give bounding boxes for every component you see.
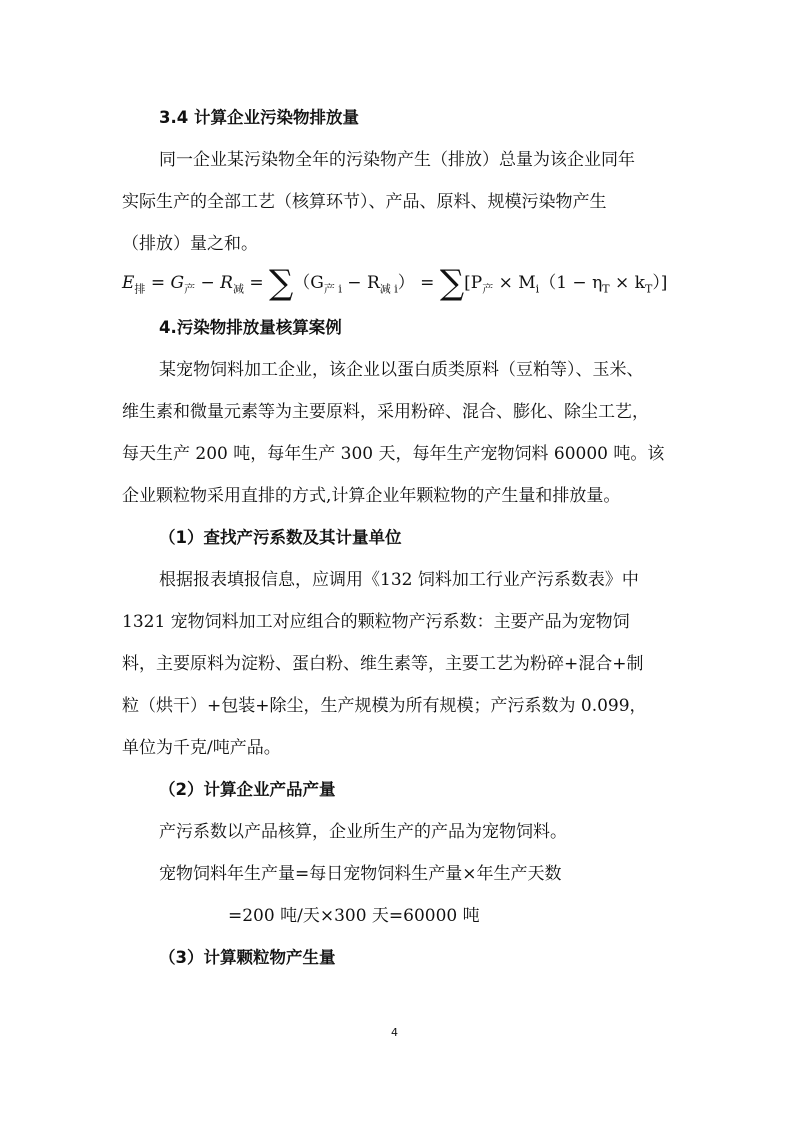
- formula-part: ）: [397, 273, 415, 293]
- formula-sub: 减 i: [379, 282, 398, 296]
- formula-part: =: [145, 273, 171, 293]
- formula-sub: i: [535, 282, 540, 296]
- formula-sub: 产 i: [323, 282, 342, 296]
- formula-sub: T: [644, 282, 653, 296]
- formula-sub: 产: [482, 282, 494, 296]
- formula-sub: 排: [134, 282, 146, 296]
- formula-part: E: [122, 273, 135, 293]
- formula-part: =: [414, 273, 440, 293]
- paragraph-line: 实际生产的全部工艺（核算环节）、产品、原料、规模污染物产生: [122, 192, 607, 212]
- paragraph-line: 粒（烘干）+包装+除尘，生产规模为所有规模；产污系数为 0.099，: [122, 696, 647, 716]
- sigma-symbol: ∑: [439, 263, 465, 303]
- formula-part: × M: [493, 273, 536, 293]
- formula-part: − R: [341, 273, 380, 293]
- paragraph-line: 同一企业某污染物全年的污染物产生（排放）总量为该企业同年: [159, 150, 635, 170]
- formula-part: × k: [609, 273, 645, 293]
- formula-part: −: [195, 273, 221, 293]
- paragraph-line: （排放）量之和。: [122, 234, 258, 254]
- formula-part: （G: [293, 273, 324, 293]
- formula-part: G: [170, 273, 185, 293]
- formula-part: （1 − η: [539, 273, 603, 293]
- paragraph-line: 产污系数以产品核算，企业所生产的产品为宠物饲料。: [159, 822, 567, 842]
- formula-sub: 产: [184, 282, 196, 296]
- paragraph-line: 根据报表填报信息，应调用《132 饲料加工行业产污系数表》中: [159, 570, 639, 590]
- paragraph-line: 单位为千克/吨产品。: [122, 738, 281, 758]
- subheading-3: （3）计算颗粒物产生量: [159, 948, 336, 967]
- paragraph-line: 料，主要原料为淀粉、蛋白粉、维生素等，主要工艺为粉碎+混合+制: [122, 654, 644, 674]
- paragraph-line: 维生素和微量元素等为主要原料，采用粉碎、混合、膨化、除尘工艺，: [122, 402, 649, 422]
- formula-part: [P: [464, 273, 483, 293]
- section-heading-3-4: 3.4 计算企业污染物排放量: [159, 108, 359, 127]
- formula-part: ）]: [652, 273, 668, 293]
- emission-formula: [122, 263, 668, 303]
- formula-part: =: [243, 273, 270, 293]
- paragraph-line: 企业颗粒物采用直排的方式,计算企业年颗粒物的产生量和排放量。: [122, 486, 621, 506]
- formula-sub: 减: [232, 282, 244, 296]
- section-heading-4: 4.污染物排放量核算案例: [159, 318, 342, 337]
- page-number: 4: [391, 1026, 398, 1039]
- paragraph-line: 某宠物饲料加工企业，该企业以蛋白质类原料（豆粕等）、玉米、: [159, 360, 644, 380]
- subheading-1: （1）查找产污系数及其计量单位: [159, 528, 402, 547]
- paragraph-line: 每天生产 200 吨，每年生产 300 天，每年生产宠物饲料 60000 吨。该: [122, 444, 665, 464]
- sigma-symbol: ∑: [269, 263, 294, 303]
- formula-part: R: [220, 273, 233, 293]
- calculation-result: =200 吨/天×300 天=60000 吨: [228, 906, 480, 926]
- subheading-2: （2）计算企业产品产量: [159, 780, 336, 799]
- formula-sub: T: [602, 282, 610, 296]
- paragraph-line: 1321 宠物饲料加工对应组合的颗粒物产污系数：主要产品为宠物饲: [122, 612, 630, 632]
- calculation-line: 宠物饲料年生产量=每日宠物饲料生产量×年生产天数: [159, 864, 562, 884]
